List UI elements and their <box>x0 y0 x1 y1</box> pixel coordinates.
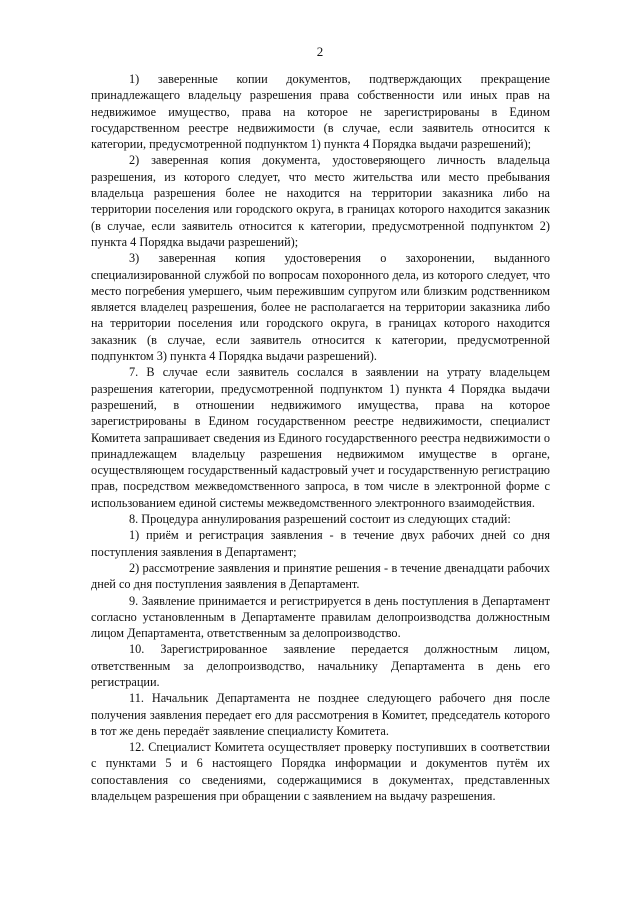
page-number: 2 <box>316 44 324 59</box>
paragraph-item-3-burial-certificate: 3) заверенная копия удостоверения о захоронении, выданного специализированной службой по вопросам похоронного дела, из которого следует, что место погребения умершего, чьим пережившим супругом или близким родственником является владелец разрешения, более не располагается на территории заказника либо на территории поселения или городского округа, в границах которого находится заказник (в случае, если заявитель относится к категории, предусмотренной подпунктом 3) пункта 4 Порядка выдачи разрешений). <box>91 251 550 364</box>
paragraph-clause-8-stage-2: 2) рассмотрение заявления и принятие решения - в течение двенадцати рабочих дней со дня поступления заявления в Департамент. <box>91 560 550 592</box>
paragraph-item-2-identity-document: 2) заверенная копия документа, удостоверяющего личность владельца разрешения, из которого следует, что место жительства или место пребывания владельца разрешения более не находится на территории заказника либо на территории поселения или городского округа, в границах которого находится заказник (в случае, если заявитель относится к категории, предусмотренной подпунктом 2) пункта 4 Порядка выдачи разрешений); <box>91 153 550 249</box>
paragraph-clause-9: 9. Заявление принимается и регистрируется в день поступления в Департамент согласно установленным в Департаменте правилам делопроизводства должностным лицом Департамента, ответственным за делопроизводство. <box>91 593 550 641</box>
paragraph-clause-10: 10. Зарегистрированное заявление передается должностным лицом, ответственным за делопроизводство, начальнику Департамента в день его регистрации. <box>91 642 550 689</box>
document-body <box>91 71 550 804</box>
paragraph-clause-8: 8. Процедура аннулирования разрешений состоит из следующих стадий: <box>129 512 511 527</box>
paragraph-item-1-copies-of-documents: 1) заверенные копии документов, подтверждающих прекращение принадлежащего владельцу разрешения права собственности или иных прав на недвижимое имущество, права на которое не зарегистрированы в Едином государственном реестре недвижимости (в случае, если заявитель относится к категории, предусмотренной подпунктом 1) пункта 4 Порядка выдачи разрешений); <box>91 72 550 152</box>
paragraph-clause-11: 11. Начальник Департамента не позднее следующего рабочего дня после получения заявления передает его для рассмотрения в Комитет, председатель которого в тот же день передаёт заявление специалисту Комитета. <box>91 691 550 738</box>
paragraph-clause-7: 7. В случае если заявитель сослался в заявлении на утрату владельцем разрешения категории, предусмотренной подпунктом 1) пункта 4 Порядка выдачи разрешений, в отношении недвижимого имущества, права на которое зарегистрированы в Едином государственном реестре недвижимости, специалист Комитета запрашивает сведения из Единого государственного реестра недвижимости о принадлежащем владельцу разрешения недвижимом имуществе в органе, осуществляющем государственный кадастровый учет и государственную регистрацию прав, посредством межведомственного запроса, в том числе в электронной форме с использованием единой системы межведомственного электронного взаимодействия. <box>91 365 550 510</box>
paragraph-clause-12: 12. Специалист Комитета осуществляет проверку поступивших в соответствии с пунктами 5 и 6 настоящего Порядка информации и документов путём их сопоставления со сведениями, содержащимися в документах, представленных владельцем разрешения при обращении с заявлением на выдачу разрешения. <box>91 740 550 804</box>
paragraph-clause-8-stage-1: 1) приём и регистрация заявления - в течение двух рабочих дней со дня поступления заявления в Департамент; <box>91 528 550 559</box>
